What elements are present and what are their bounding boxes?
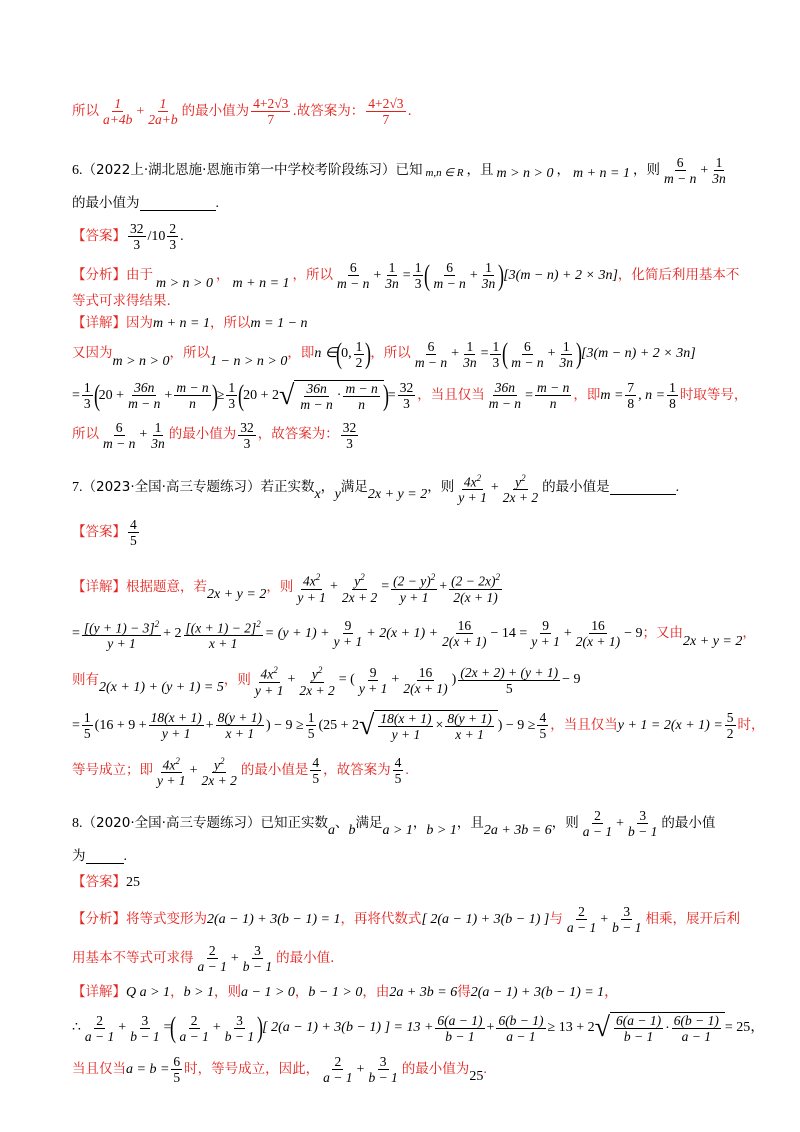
q5-conclusion: 所以 $\frac{1}{a+4b}$ + $\frac{1}{2a+b}$ 的最小值为 $\frac{4+2√3}{7}$ .故答案为： $\frac{4+2√3}{7}$ . [72,96,412,127]
q8-answer: 【答案】 25 [72,874,140,891]
q8-analysis-line2: 用基本不等式可求得 $\frac{2}{a - 1}$ + $\frac{3}{b - 1}$ 的最小值. [72,943,335,974]
q7-question: 7. （2023·全国·高三专题练习） 若正实数 x ， y 满足 2x + y = 2 ，则 $\frac{4x^2}{y + 1}$ + $\frac{y^2}{2x + 2}$ 的最小值是 . [72,472,680,505]
q6-analysis-line2: 等式可求得结果. [72,293,171,309]
q6-detail-line2: 又因为 m > n > 0 ，所以 1 − n > n > 0 ，即 n ∈ ( 0, $\frac{1}{2}$ ) ，所以 $\frac{6}{m - n}$ + $\frac{1}{3n}$ = $\frac{1}{3}$ ( $\frac{6}{m - n}$ + $\frac{1}{3n}$ ) [3(m − n) + 2 × 3n] [72,337,696,370]
q6-detail-line4: 所以 $\frac{6}{m - n}$ + $\frac{1}{3n}$ 的最小值为 $\frac{32}{3}$ ，故答案为： $\frac{32}{3}$ [72,419,357,451]
q7-answer: 【答案】 $\frac{4}{5}$ [72,517,137,548]
q8-analysis-line1: 【分析】 将等式变形为 2(a − 1) + 3(b − 1) = 1 ，再将代数式 [ 2(a − 1) + 3(b − 1) ] 与 $\frac{2}{a - 1}$ + $\frac{3}{b - 1}$ 相乘，展开后利 [72,904,740,935]
q6-detail-line1: 【详解】 因为 m + n = 1 ，所以 m = 1 − n [72,314,308,331]
q7-detail-line4: = $\frac{1}{5}$ (16 + 9 + $\frac{18(x + 1)}{y + 1}$ + $\frac{8(y + 1)}{x + 1}$ ) − 9 ≥ $\frac{1}{5}$ (25 + 2 √ $\frac{18(x + 1)}{y + 1}$ × $\frac{8(y + 1)}{x + 1}$ ) − 9 ≥ $\frac{4}{5}$ ，当且仅当 y + 1 = 2(x + 1) = $\frac{5}{2}$ 时， [72,709,765,742]
q6-question-line1: 6. （2022上·湖北恩施·恩施市第一中学校考阶段练习） 已知 m,n ∈ R ，且 m > n > 0 ， m + n = 1 ，则 $\frac{6}{m - n}$ + $\frac{1}{3n}$ [72,155,726,186]
answer-blank [610,480,676,495]
q8-question-line2: 为 . [72,847,127,864]
q7-detail-line5: 等号成立；即 $\frac{4x^2}{y + 1}$ + $\frac{y^2}{2x + 2}$ 的最小值是 $\frac{4}{5}$ ，故答案为 $\frac{4}{5}$ . [72,755,409,788]
q7-detail-line1: 【详解】 根据题意，若 2x + y = 2 ，则 $\frac{4x^2}{y + 1}$ + $\frac{y^2}{2x + 2}$ = $\frac{(2 - y)^2}{y + 1}$ + $\frac{(2 - 2x)^2}{2(x + 1)}$ [72,572,500,605]
answer-blank [86,849,124,864]
q8-detail-line2: ∴ $\frac{2}{a - 1}$ + $\frac{3}{b - 1}$ = ( $\frac{2}{a - 1}$ + $\frac{3}{b - 1}$ ) [ 2(a − 1) + 3(b − 1) ] = 13 + $\frac{6(a - 1)}{b - 1}$ + $\frac{6(b - 1)}{a - 1}$ ≥ 13 + 2 √ $\frac{6(a - 1)}{b - 1}$ · $\frac{6(b - 1)}{a - 1}$ = 25 ， [72,1011,765,1044]
q6-answer: 【答案】 $\frac{32}{3}$ /10 $\frac{2}{3}$ . [72,221,184,252]
q7-detail-line3: 则有 2(x + 1) + (y + 1) = 5 ，则 $\frac{4x^2}{y + 1}$ + $\frac{y^2}{2x + 2}$ = ( $\frac{9}{y + 1}$ + $\frac{16}{2(x + 1)}$ ) $\frac{(2x + 2) + (y + 1)}{5}$ − 9 [72,664,581,698]
q6-question-line2: 的最小值为 . [72,194,219,211]
q6-detail-line3: = $\frac{1}{3}$ ( 20 + $\frac{36n}{m - n}$ + $\frac{m - n}{n}$ ) ≥ $\frac{1}{3}$ ( 20 + 2 √ $\frac{36n}{m - n}$ · $\frac{m - n}{n}$ ) = $\frac{32}{3}$ ，当且仅当 $\frac{36n}{m - n}$ = $\frac{m - n}{n}$ ，即 m = $\frac{7}{8}$ , n = $\frac{1}{8}$ 时取等号， [72,378,748,412]
q8-question-line1: 8. （2020·全国·高三专题练习） 已知正实数 a 、 b 满足 a > 1 ， b > 1 ，且 2a + 3b = 6 ，则 $\frac{2}{a - 1}$ + $\frac{3}{b - 1}$ 的最小值 [72,808,716,839]
q8-detail-line3: 当且仅当 a = b = $\frac{6}{5}$ 时，等号成立，因此， $\frac{2}{a - 1}$ + $\frac{3}{b - 1}$ 的最小值为 25 . [72,1054,487,1085]
q7-detail-line2: = $\frac{[(y + 1) - 3]^2}{y + 1}$ + 2 $\frac{[(x + 1) - 2]^2}{x + 1}$ = (y + 1) + $\frac{9}{y + 1}$ + 2(x + 1) + $\frac{16}{2(x + 1)}$ − 14 = $\frac{9}{y + 1}$ + $\frac{16}{2(x + 1)}$ − 9 ；又由 2x + y = 2 ， [72,618,756,651]
q6-analysis-line1: 【分析】 由于 m > n > 0 ， m + n = 1 ，所以 $\frac{6}{m - n}$ + $\frac{1}{3n}$ = $\frac{1}{3}$ ( $\frac{6}{m - n}$ + $\frac{1}{3n}$ ) [3(m − n) + 2 × 3n] ，化简后利用基本不 [72,258,740,292]
answer-blank [140,196,216,211]
q8-detail-line1: 【详解】 Q a > 1 ， b > 1 ，则 a − 1 > 0 ， b − 1 > 0 ，由 2a + 3b = 6 得 2(a − 1) + 3(b − 1) = 1 ， [72,984,619,1001]
